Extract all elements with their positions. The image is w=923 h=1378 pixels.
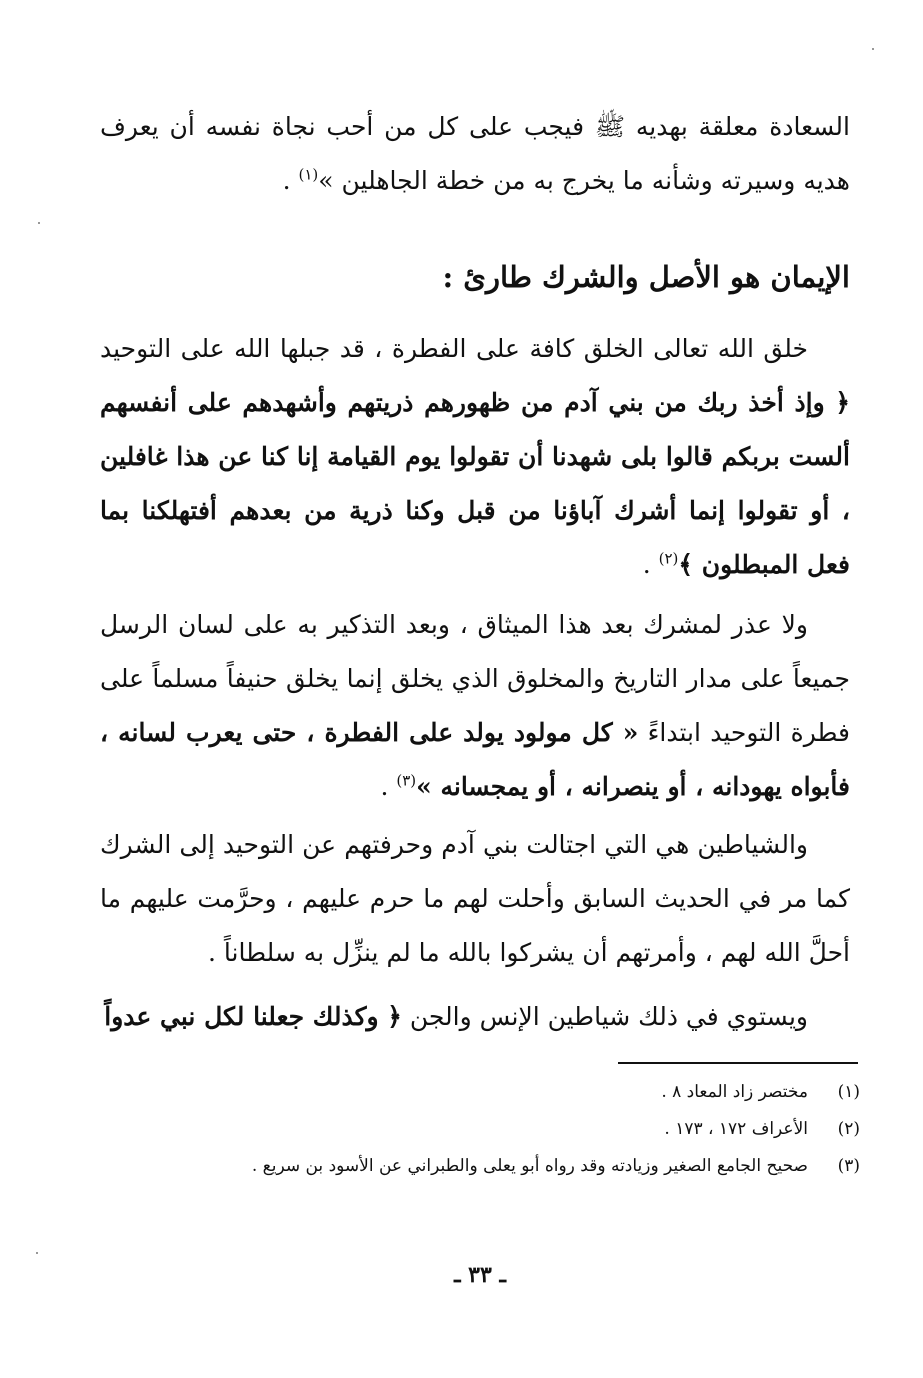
paragraph-creation-text: خلق الله تعالى الخلق كافة على الفطرة ، قد جبلها الله على التوحيد: [100, 334, 808, 363]
hadith-fitra: « كل مولود يولد على الفطرة ، حتى يعرب لسانه ، فأبواه يهودانه ، أو ينصرانه ، أو يمجسانه »: [100, 718, 850, 801]
footnote-number: (٢): [837, 1119, 860, 1139]
intro-end: .: [282, 166, 299, 195]
paragraph-no-excuse-text: ولا عذر لمشرك بعد هذا الميثاق ، وبعد التذكير به على لسان الرسل جميعاً على مدار التاريخ والمخلوق الذي يخلق إنما يخلق حنيفاً مسلماً على فطرة التوحيد ابتداءً: [100, 610, 850, 747]
paragraph-devils: [100, 818, 850, 980]
section-heading: الإيمان هو الأصل والشرك طارئ :: [442, 260, 850, 294]
paragraph-no-excuse: [100, 598, 850, 814]
paragraph-men-jinn-text: ويستوي في ذلك شياطين الإنس والجن: [401, 1002, 808, 1031]
footnote-item: [140, 1111, 860, 1148]
footnote-divider: [618, 1062, 858, 1064]
paragraph-devils-text: والشياطين هي التي اجتالت بني آدم وحرفتهم عن التوحيد إلى الشرك كما مر في الحديث السابق وأحلت لهم ما حرم عليهم ، وحرَّمت عليهم ما أحلَّ الله لهم ، وأمرتهم أن يشركوا بالله ما لم ينزِّل به سلطاناً .: [100, 830, 850, 967]
paragraph-men-jinn: [100, 990, 850, 1044]
footnote-ref-3: (٣): [396, 771, 417, 790]
footnote-item: [140, 1074, 860, 1111]
footnote-number: (١): [837, 1082, 860, 1102]
footnote-ref-2: (٢): [658, 549, 679, 568]
footnote-number: (٣): [837, 1156, 860, 1176]
footnote-text: صحيح الجامع الصغير وزيادته وقد رواه أبو يعلى والطبراني عن الأسود بن سريع .: [251, 1156, 808, 1176]
intro-paragraph: [100, 100, 850, 208]
quran-verse-araf: ﴿ وإذ أخذ ربك من بني آدم من ظهورهم ذريتهم وأشهدهم على أنفسهم ألست بربكم قالوا بلى شهدنا أن تقولوا يوم القيامة إنا كنا عن هذا غافلين ، أو تقولوا إنما أشرك آباؤنا من قبل وكنا ذرية من بعدهم أفتهلكنا بما فعل المبطلون ﴾: [100, 388, 850, 579]
footnotes: [140, 1074, 860, 1185]
paragraph-no-excuse-end: .: [380, 772, 397, 801]
intro-text: السعادة معلقة بهديه ﷺ فيجب على كل من أحب نجاة نفسه أن يعرف هديه وسيرته وشأنه ما يخرج به من خطة الجاهلين »: [100, 112, 850, 195]
paragraph-creation-end: .: [642, 550, 659, 579]
paragraph-creation: [100, 322, 850, 592]
page-number: ـ ٣٣ ـ: [454, 1262, 506, 1288]
scan-speck: [38, 222, 40, 224]
scan-speck: [36, 1252, 38, 1254]
footnote-ref-1: (١): [298, 165, 319, 184]
footnote-text: الأعراف ١٧٢ ، ١٧٣ .: [664, 1119, 808, 1139]
quran-verse-anam: ﴿ وكذلك جعلنا لكل نبي عدواً: [104, 1002, 402, 1031]
scan-speck: [872, 48, 874, 50]
footnote-text: مختصر زاد المعاد ٨ .: [661, 1082, 808, 1102]
footnote-item: [140, 1148, 860, 1185]
